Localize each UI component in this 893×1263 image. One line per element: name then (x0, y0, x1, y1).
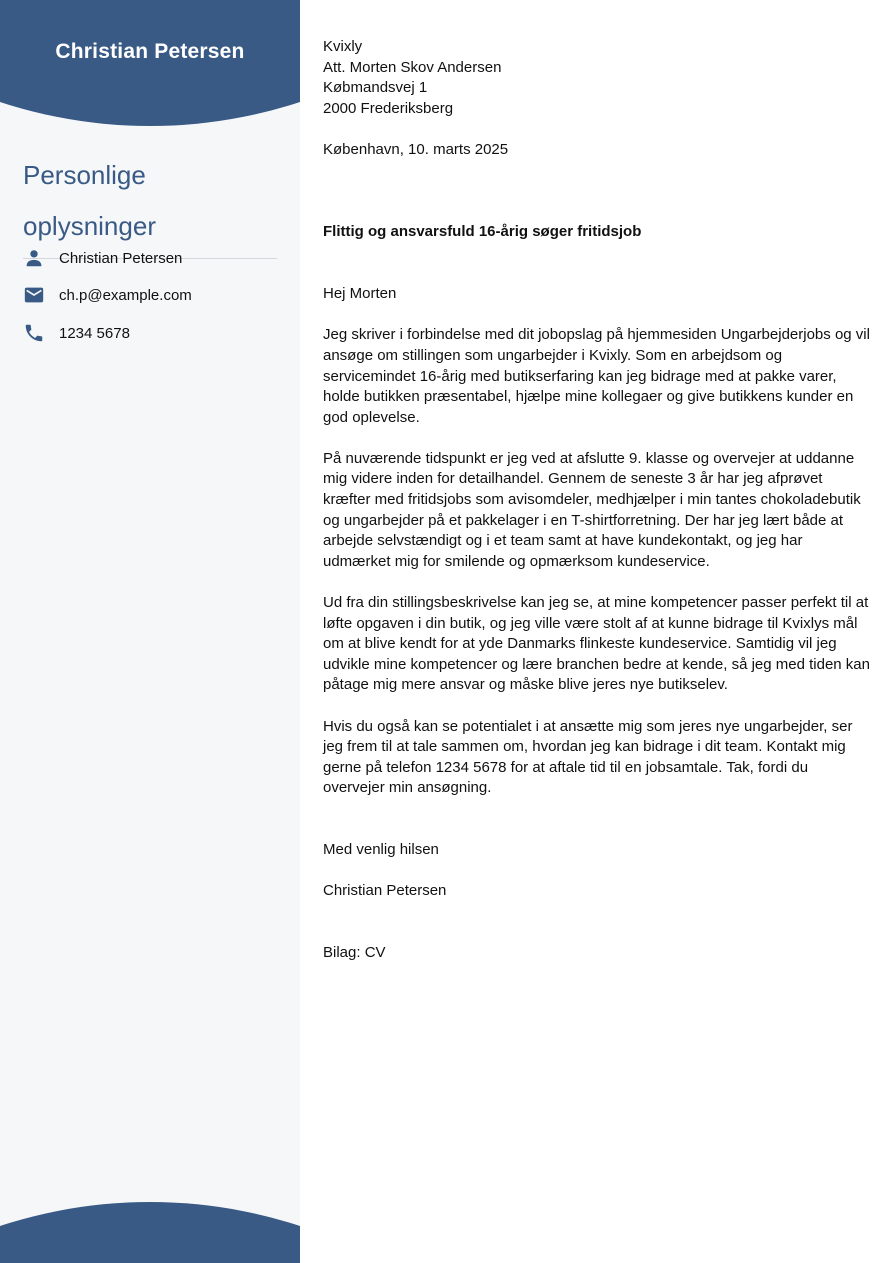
letter-paragraph: Ud fra din stillingsbeskrivelse kan jeg se, at mine kompetencer passer perfekt til at løfte opgaven i din butik, og jeg ville være stolt af at kunne bidrage til Kvixlys mål om at blive kendt for at yde Danmarks flinkeste kundeservice. Samtidig vil jeg udvikle mine kompetencer og lære branchen bedre at kende, så jeg med tiden kan påtage mig mere ansvar og måske blive jeres nye butikselev. (323, 594, 870, 694)
letter-paragraph: På nuværende tidspunkt er jeg ved at afslutte 9. klasse og overvejer at uddanne mig videre inden for detailhandel. Gennem de seneste 3 år har jeg afprøvet kræfter med fritidsjobs som avisomdeler, medhjælper i min tantes chokoladebutik og ungarbejder på et pakkelager i en T-shirtforretning. Der har jeg lært både at arbejde selvstændigt og i et team samt at have kundekontakt, og jeg har udmærket mig for smilende og opmærksom kundeservice. (323, 449, 861, 570)
cover-letter (323, 37, 873, 964)
phone-icon (23, 322, 45, 344)
letter-paragraph: Jeg skriver i forbindelse med dit jobopslag på hjemmesiden Ungarbejderjobs og vil ansøge om stillingen som ungarbejder i Kvixly. Som en arbejdsom og servicemindet 16-årig med butikserfaring kan jeg bidrage med at pakke varer, holde butikken præsentabel, hjælpe mine kollegaer og give butikkens kunder en god oplevelse. (323, 326, 870, 426)
recipient-company: Kvixly (323, 38, 363, 55)
mail-icon (23, 284, 45, 306)
section-title-personal-info: Personlige oplysninger (23, 150, 277, 259)
letter-date: København, 10. marts 2025 (323, 140, 509, 158)
contact-email-value: ch.p@example.com (59, 286, 192, 304)
recipient-street: Købmandsvej 1 (323, 79, 428, 97)
contact-name-value: Christian Petersen (59, 249, 183, 267)
sidebar (0, 0, 300, 1263)
letter-subject: Flittig og ansvarsfuld 16-årig søger fritidsjob (323, 223, 642, 241)
person-icon (23, 247, 45, 269)
footer-arc (0, 1202, 300, 1263)
recipient-attention: Att. Morten Skov Andersen (323, 58, 502, 76)
applicant-name: Christian Petersen (55, 40, 245, 63)
letter-closing: Med venlig hilsen (323, 841, 439, 859)
recipient-city: 2000 Frederiksberg (323, 99, 454, 117)
contact-email (23, 283, 283, 307)
letter-greeting: Hej Morten (323, 285, 397, 303)
letter-attachment: Bilag: CV (323, 944, 386, 962)
contact-phone-value: 1234 5678 (59, 324, 130, 342)
contact-name (23, 246, 283, 270)
contact-phone (23, 321, 283, 345)
letter-paragraph: Hvis du også kan se potentialet i at ansætte mig som jeres nye ungarbejder, ser jeg frem til at tale sammen om, hvordan jeg kan bidrage i dit team. Kontakt mig gerne på telefon 1234 5678 for at aftale tid til en jobsamtale. Tak, fordi du overvejer min ansøgning. (323, 717, 853, 797)
letter-signature: Christian Petersen (323, 882, 447, 900)
